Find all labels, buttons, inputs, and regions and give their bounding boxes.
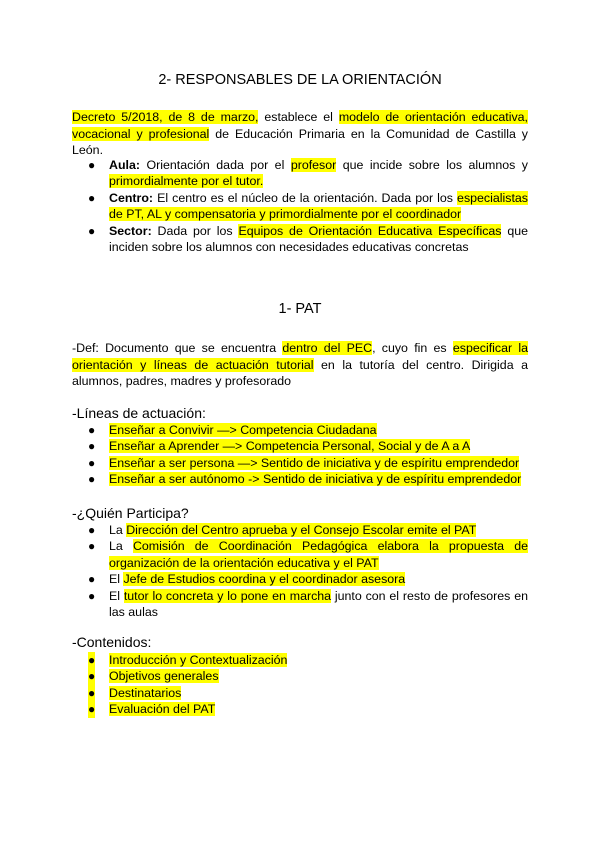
list-item-text: Destinatarios <box>109 685 182 700</box>
list-item-text: La <box>109 523 127 537</box>
list-item-text: Introducción y Contextualización <box>109 653 288 667</box>
level-highlight: primordialmente por el tutor. <box>109 174 264 189</box>
intro-paragraph <box>72 109 528 159</box>
heading-lineas: -Líneas de actuación: <box>72 405 206 421</box>
list-item-aula <box>72 157 528 190</box>
list-item <box>72 685 528 701</box>
level-highlight: Equipos de Orientación Educativa Específicas <box>238 223 502 238</box>
level-label: Centro: <box>109 190 154 205</box>
list-item-text: Objetivos generales <box>109 669 219 684</box>
model-highlight: modelo de orientación educativa, vocacional y profesional <box>72 110 529 141</box>
heading-contenidos: -Contenidos: <box>72 634 152 650</box>
level-label: Aula: <box>109 158 140 172</box>
list-item-highlight: Jefe de Estudios coordina y el coordinador asesora <box>123 572 406 587</box>
list-item-text: Evaluación del PAT <box>109 702 216 717</box>
level-highlight: especialistas de PT, AL y compensatoria y primordialmente por el coordinador <box>109 190 528 222</box>
def-text-3: en la tutoría del centro. Dirigida a alumnos, padres, madres y profesorado <box>72 357 529 388</box>
level-text: El centro es el núcleo de la orientación. Dada por los <box>153 190 458 205</box>
def-highlight-2: especificar la orientación y líneas de actuación tutorial <box>72 341 529 372</box>
section-title-responsables: 2- RESPONSABLES DE LA ORIENTACIÓN <box>158 72 442 88</box>
bullet-icon: ● <box>88 223 96 238</box>
bullet-icon: ● <box>88 572 96 587</box>
level-text: Dada por los <box>151 223 239 238</box>
list-item-text: Enseñar a ser autónomo -> Sentido de iniciativa y de espíritu emprendedor <box>109 472 522 487</box>
definition-paragraph <box>72 340 528 390</box>
bullet-icon: ● <box>88 472 96 487</box>
list-item-sector <box>72 223 528 256</box>
list-item-centro <box>72 190 528 223</box>
bullet-icon: ● <box>88 588 96 603</box>
bullet-icon: ● <box>88 685 96 700</box>
list-item <box>72 522 528 538</box>
intro-text-1: establece el <box>258 110 339 124</box>
bullet-icon: ● <box>88 669 96 684</box>
list-item <box>72 571 528 587</box>
list-item <box>72 668 528 684</box>
bullet-icon: ● <box>88 539 96 554</box>
list-item-highlight: tutor lo concreta y lo pone en marcha <box>123 588 332 603</box>
level-highlight: profesor <box>290 158 337 172</box>
list-item-highlight: Comisión de Coordinación Pedagógica elabora la propuesta de organización de la orientación educativa y el PAT <box>109 539 528 570</box>
list-item-text: El <box>109 588 124 603</box>
section-title-pat: 1- PAT <box>278 301 322 317</box>
level-label: Sector: <box>109 223 152 238</box>
list-item-text: Enseñar a Aprender —> Competencia Personal, Social y de A a A <box>109 439 471 454</box>
list-item-text: Enseñar a Convivir —> Competencia Ciudadana <box>109 423 377 437</box>
bullet-icon: ● <box>88 158 96 172</box>
bullet-icon: ● <box>88 523 96 537</box>
list-item-text: El <box>109 572 124 587</box>
list-item-text: junto con el resto de profesores en las aulas <box>109 588 528 620</box>
bullet-icon: ● <box>88 423 96 437</box>
heading-quien-participa: -¿Quién Participa? <box>72 505 189 521</box>
list-item <box>72 538 528 571</box>
list-item-text: Enseñar a ser persona —> Sentido de iniciativa y de espíritu emprendedor <box>109 455 520 470</box>
level-text: que inciden sobre los alumnos con necesidades educativas concretas <box>109 223 528 255</box>
list-item <box>72 471 528 487</box>
bullet-icon: ● <box>88 702 96 717</box>
bullet-icon: ● <box>88 653 96 667</box>
levels-list <box>72 157 528 255</box>
list-item <box>72 455 528 471</box>
bullet-icon: ● <box>88 439 96 454</box>
bullet-icon: ● <box>88 190 96 205</box>
list-item <box>72 588 528 621</box>
list-item <box>72 701 528 717</box>
bullet-icon: ● <box>88 455 96 470</box>
list-item-text: La <box>109 539 133 554</box>
decree-highlight: Decreto 5/2018, de 8 de marzo, <box>72 110 259 124</box>
def-text-2: , cuyo fin es <box>372 341 453 355</box>
contents-list <box>72 652 528 718</box>
list-item <box>72 438 528 454</box>
def-highlight-1: dentro del PEC <box>282 341 373 355</box>
list-item <box>72 652 528 668</box>
list-item <box>72 422 528 438</box>
lineas-list <box>72 422 528 488</box>
intro-text-2: de Educación Primaria en la Comunidad de Castilla y León. <box>72 126 528 157</box>
list-item-highlight: Dirección del Centro aprueba y el Consejo Escolar emite el PAT <box>126 523 477 537</box>
participants-list <box>72 522 528 620</box>
level-text: que incide sobre los alumnos y <box>336 158 528 172</box>
def-text-1: -Def: Documento que se encuentra <box>72 341 283 355</box>
level-text: Orientación dada por el <box>139 158 291 172</box>
